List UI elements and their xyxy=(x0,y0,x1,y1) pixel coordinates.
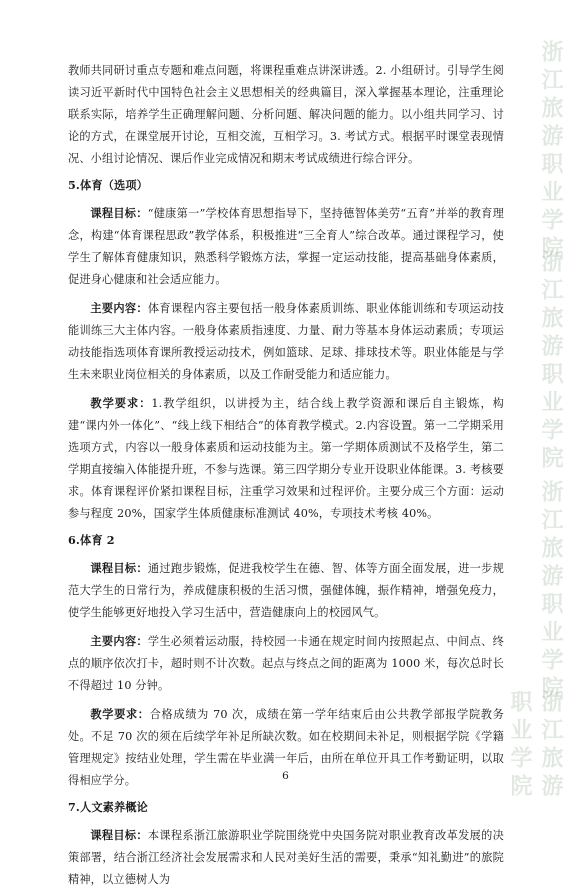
watermark-seal: 浙江旅游职业学院 xyxy=(538,250,564,474)
pe2-requirements-text: 合格成绩为 70 次，成绩在第一学年结束后由公共教学部报学院教务处。不足 70 次的须在后续学年补足所缺次数。如在校期间未补足，则根据学院《学籍管理规定》按结业处理，学生需在毕业满一年后，由所在单位开具工作考勤证明，以取得相应学分。 xyxy=(68,708,504,787)
pe2-goal-text: 通过跑步锻炼，促进我校学生在德、智、体等方面全面发展，进一步规范大学生的日常行为，养成健康积极的生活习惯，强健体魄，振作精神，增强免疫力，使学生能够更好地投入学习生活中，营造健康向上的校园风气。 xyxy=(68,562,504,619)
pe-goal-text: “健康第一”学校体育思想指导下，坚持德智体美劳“五育”并举的教育理念，构建“体育课程思政”教学体系，积极推进“三全育人”综合改革。通过课程学习，使学生了解体育健康知识，熟悉科学锻炼方法，掌握一定运动技能，提高基础身体素质，促进身心健康和社会适应能力。 xyxy=(68,207,504,286)
paragraph-pe-requirements xyxy=(68,392,504,525)
watermark-seal: 浙江旅游职业学院 xyxy=(507,690,564,802)
section-heading-humanities: 7.人文素养概论 xyxy=(68,800,149,814)
pe-content-text: 体育课程内容主要包括一般身体素质训练、职业体能训练和专项运动技能训练三大主体内容。一般身体素质指速度、力量、耐力等基本身体运动素质；专项运动技能指选项体育课所教授运动技术，例如篮球、足球、排球技术等。职业体能是与学生未来职业岗位相关的身体素质，以及工作耐受能力和适应能力。 xyxy=(68,302,504,381)
paragraph-pe-goal xyxy=(68,202,504,291)
label-main-content: 主要内容： xyxy=(90,634,148,648)
label-course-goal: 课程目标： xyxy=(90,828,148,842)
paragraph-pe-content xyxy=(68,297,504,386)
paragraph-humanities-goal xyxy=(68,824,504,891)
humanities-goal-text: 本课程系浙江旅游职业学院围绕党中央国务院对职业教育改革发展的决策部署，结合浙江经济社会发展需求和人民对美好生活的需要，秉承“知礼勤进”的旅院精神，以立德树人为 xyxy=(68,829,504,886)
watermark-seal: 浙江旅游职业学院 xyxy=(538,480,564,704)
label-teaching-requirements: 教学要求： xyxy=(90,396,152,410)
document-body xyxy=(68,60,504,891)
label-course-goal: 课程目标： xyxy=(90,206,148,220)
section-heading-pe-2: 6.体育 2 xyxy=(68,533,115,547)
pe2-content-text: 学生必须着运动服，持校园一卡通在规定时间内按照起点、中间点、终点的顺序依次打卡，超时则不计次数。起点与终点之间的距离为 1000 米，每次总时长不得超过 10 分钟。 xyxy=(68,635,504,692)
paragraph-exam-method: 教师共同研讨重点专题和难点问题，将课程重难点讲深讲透。2. 小组研讨。引导学生阅读习近平新时代中国特色社会主义思想相关的经典篇目，深入掌握基本理论，注重理论联系实际，培养学生正确理解问题、分析问题、解决问题的能力。以小组共同学习、讨论的方式，在课堂展开讨论，互相交流，互相学习。3. 考试方式。根据平时课堂表现情况、小组讨论情况、课后作业完成情况和期末考试成绩进行综合评分。 xyxy=(68,64,504,165)
pe-requirements-text: 1.教学组织，以讲授为主，结合线上教学资源和课后自主锻炼，构建“课内外一体化”、“线上线下相结合”的体育教学模式。2.内容设置。第一二学期采用选项方式，内容以一般身体素质和运动技能为主。第一学期体质测试不及格学生，第二学期直接编入体能提升班，不参与选课。第三四学期分专业开设职业体能课。3. 考核要求。体育课程评价紧扣课程目标，注重学习效果和过程评价。主要分成三个方面：运动参与程度 20%，国家学生体质健康标准测试 40%，专项技术考核 40%。 xyxy=(68,397,504,520)
paragraph-pe2-goal xyxy=(68,557,504,624)
section-heading-pe-elective: 5.体育（选项） xyxy=(68,178,149,192)
label-course-goal: 课程目标： xyxy=(90,561,148,575)
watermark-seal: 浙江旅游职业学院 xyxy=(538,40,564,264)
paragraph-pe2-content xyxy=(68,630,504,697)
label-main-content: 主要内容： xyxy=(90,301,148,315)
page-number: 6 xyxy=(282,770,289,782)
label-teaching-requirements: 教学要求： xyxy=(90,707,150,721)
